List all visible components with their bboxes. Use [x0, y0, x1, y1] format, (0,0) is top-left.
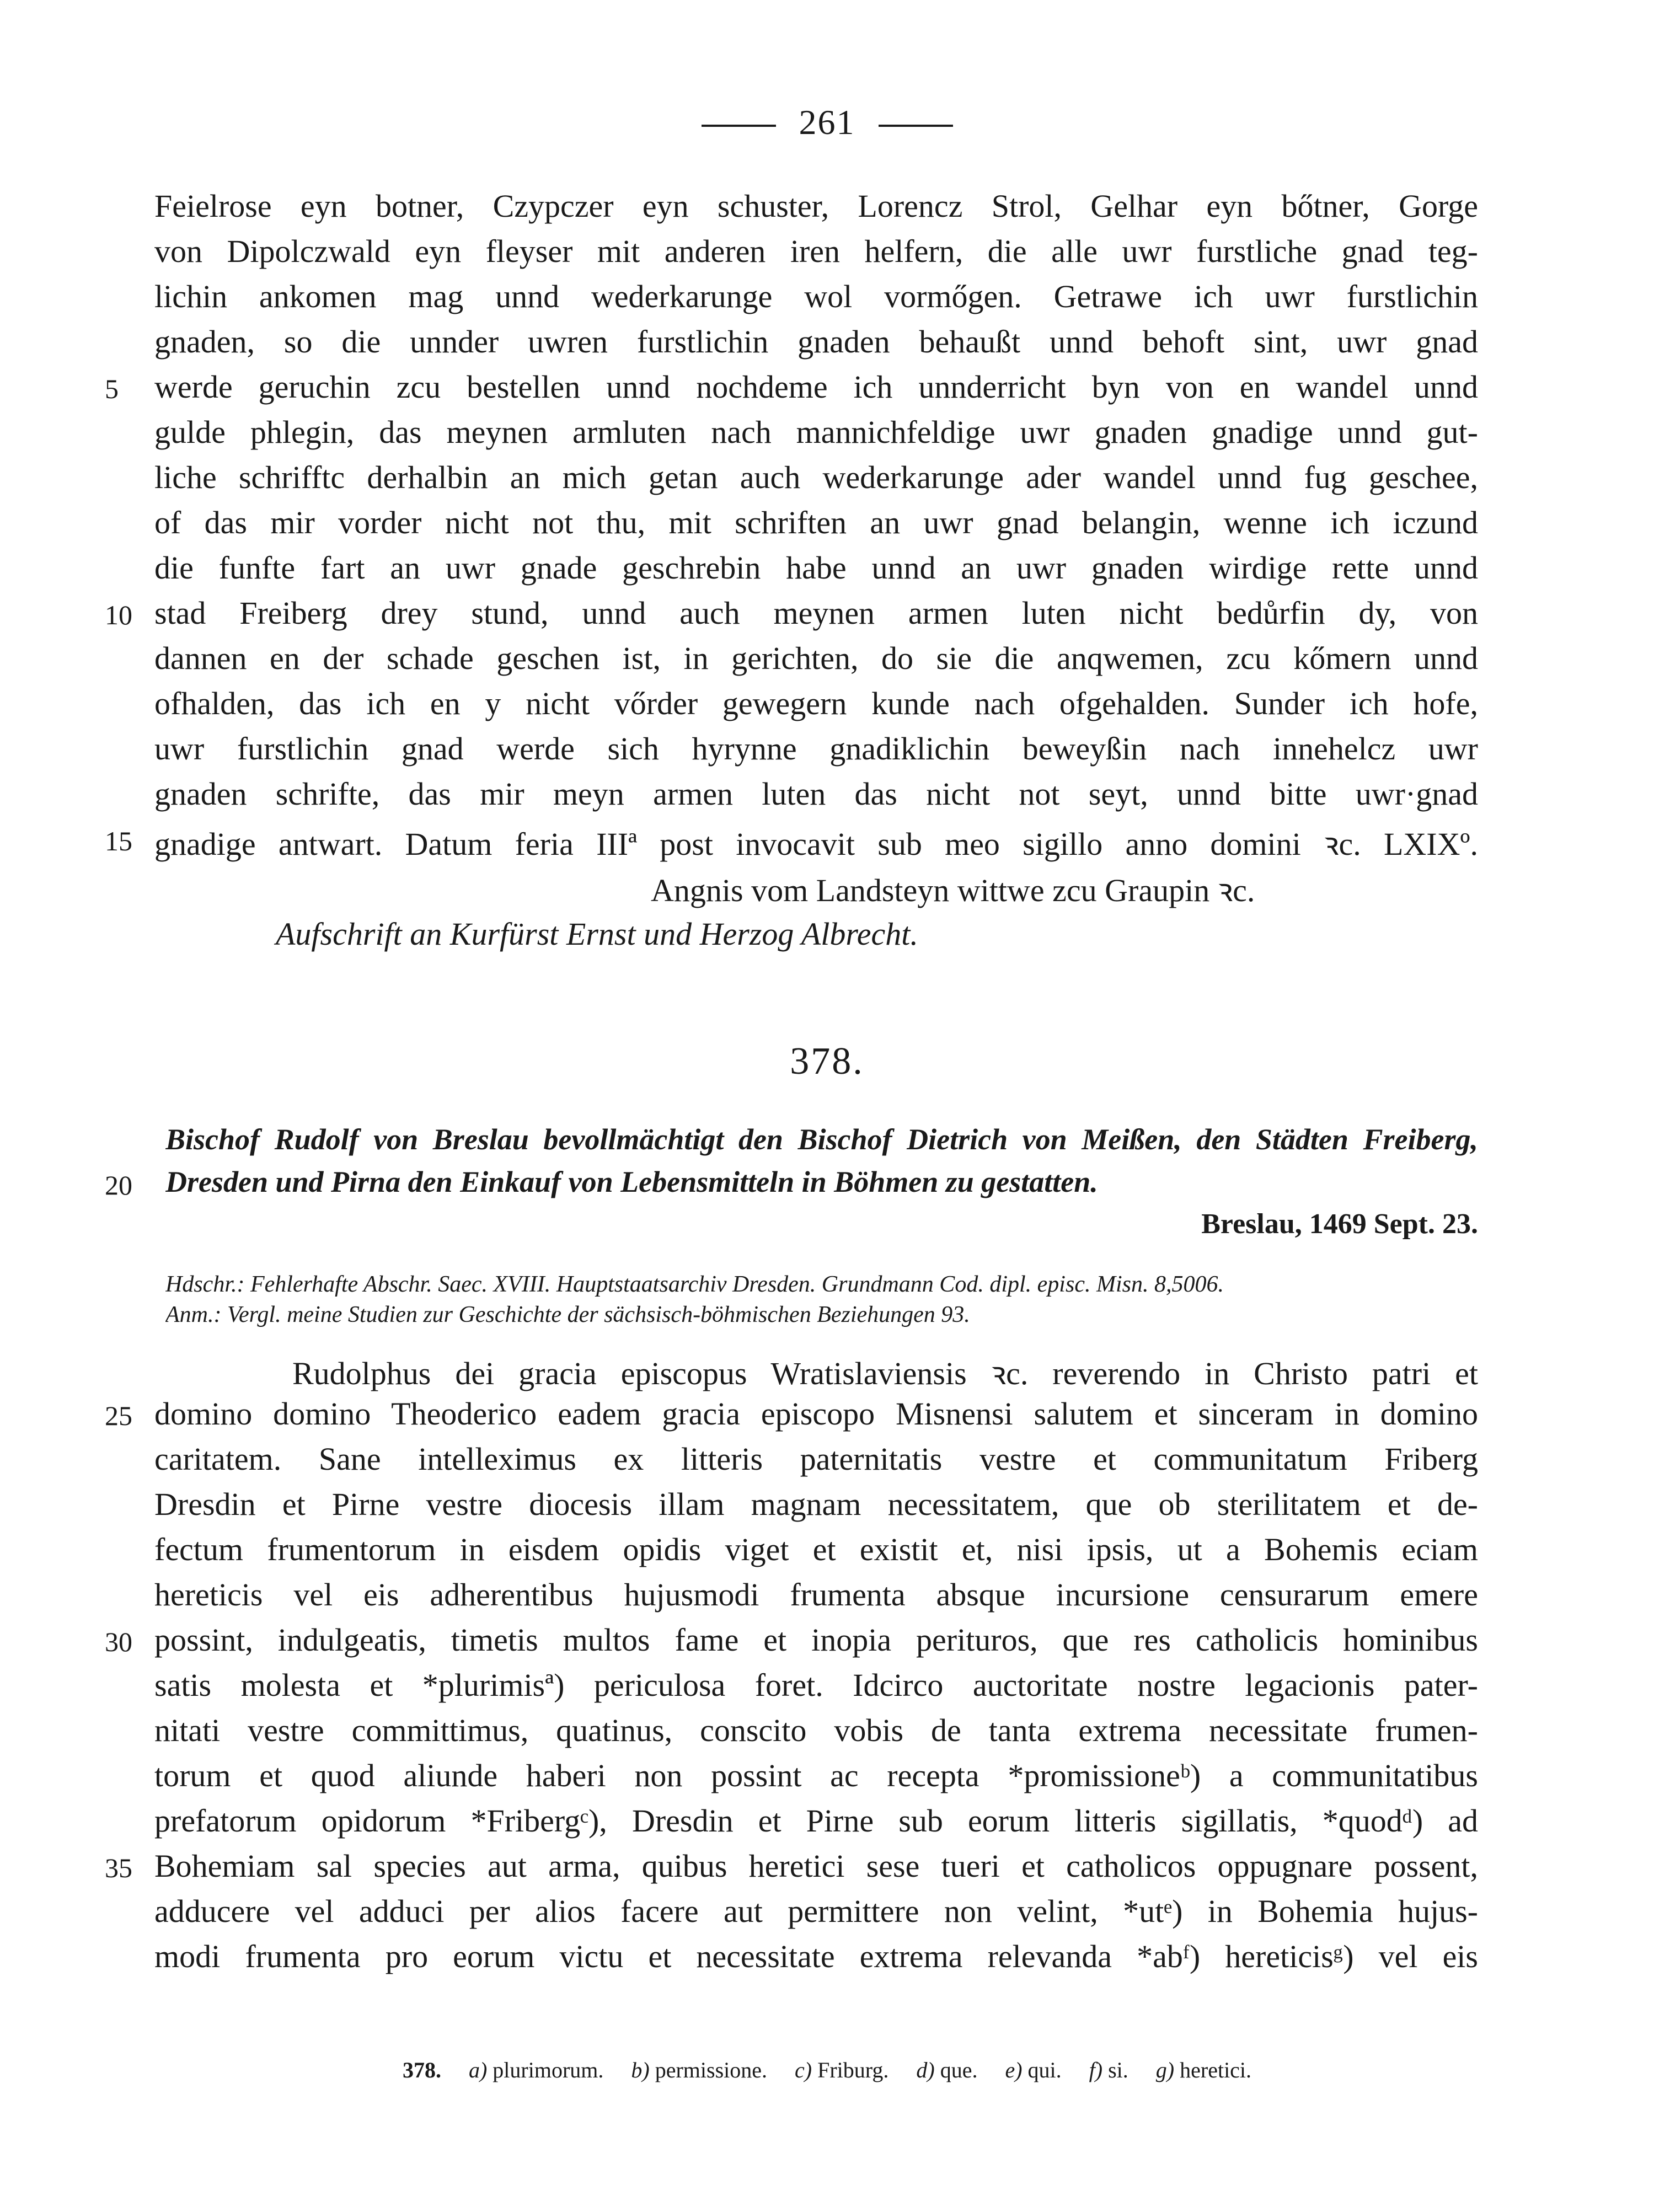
text-line: modi frumenta pro eorum victu et necessitate extrema relevanda *abᶠ) hereticisᵍ) vel eis [154, 1938, 1478, 1974]
footnote-g [1156, 2058, 1251, 2082]
text-line: domino domino Theoderico eadem gracia episcopo Misnensi salutem et sinceram in domino [154, 1396, 1478, 1432]
footnote-mark: c) [795, 2058, 812, 2082]
regest-line: Bischof Rudolf von Breslau bevollmächtigt den Bischof Dietrich von Meißen, den Städten Freiberg, [165, 1123, 1478, 1156]
footnote-mark: d) [916, 2058, 935, 2082]
footnote-d [916, 2058, 977, 2082]
footnote-f [1089, 2058, 1128, 2082]
text-line: prefatorum opidorum *Fribergᶜ), Dresdin et Pirne sub eorum litteris sigillatis, *quodᵈ) ad [154, 1803, 1478, 1839]
text-line: gnaden, so die unnder uwren furstlichin gnaden behaußt unnd behoft sint, uwr gnad [154, 324, 1478, 360]
signature: Angnis vom Landsteyn wittwe zcu Graupin ꝛc. [651, 872, 1255, 908]
footnote-c [795, 2058, 888, 2082]
text-line: gulde phlegin, das meynen armluten nach mannichfeldige uwr gnaden gnadige unnd gut- [154, 414, 1478, 450]
text-line: nitati vestre committimus, quatinus, conscito vobis de tanta extrema necessitate frumen- [154, 1712, 1478, 1748]
footnote-mark: f) [1089, 2058, 1103, 2082]
text-line: hereticis vel eis adherentibus hujusmodi frumenta absque incursione censurarum emere [154, 1577, 1478, 1613]
header-rule-right [879, 125, 953, 127]
text-line: gnaden schrifte, das mir meyn armen luten das nicht not seyt, unnd bitte uwr·gnad [154, 776, 1478, 812]
place-date: Breslau, 1469 Sept. 23. [1201, 1208, 1478, 1240]
text-line: von Dipolczwald eyn fleyser mit anderen iren helfern, die alle uwr furstliche gnad teg- [154, 233, 1478, 269]
text-line: Feielrose eyn botner, Czypczer eyn schuster, Lorencz Strol, Gelhar eyn bőtner, Gorge [154, 188, 1478, 224]
footnote-text: si. [1108, 2058, 1128, 2082]
footnote-a [469, 2058, 603, 2082]
line-number: 15 [105, 826, 132, 856]
footnote-b [631, 2058, 767, 2082]
footnote-mark: b) [631, 2058, 650, 2082]
footnote-text: permissione. [655, 2058, 768, 2082]
footnote-text: heretici. [1180, 2058, 1252, 2082]
text-line: Rudolphus dei gracia episcopus Wratislaviensis ꝛc. reverendo in Christo patri et [292, 1356, 1478, 1391]
regest-line: Dresden und Pirna den Einkauf von Lebensmitteln in Böhmen zu gestatten. [165, 1165, 1098, 1198]
text-line: werde geruchin zcu bestellen unnd nochdeme ich unnderricht byn von en wandel unnd [154, 369, 1478, 405]
text-line: dannen en der schade geschen ist, in gerichten, do sie die anqwemen, zcu kőmern unnd [154, 640, 1478, 676]
source-annotation: Anm.: Vergl. meine Studien zur Geschichte der sächsisch-böhmischen Beziehungen 93. [165, 1302, 970, 1327]
text-line: torum et quod aliunde haberi non possint ac recepta *promissioneᵇ) a communitatibus [154, 1758, 1478, 1793]
text-line: adducere vel adduci per alios facere aut permittere non velint, *utᵉ) in Bohemia hujus- [154, 1893, 1478, 1929]
document-number: 378. [790, 1040, 864, 1083]
text-line: Dresdin et Pirne vestre diocesis illam magnam necessitatem, que ob sterilitatem et de- [154, 1486, 1478, 1522]
text-line: ofhalden, das ich en y nicht vőrder gewegern kunde nach ofgehalden. Sunder ich hofe, [154, 685, 1478, 721]
line-number: 25 [105, 1400, 132, 1431]
footnote-mark: a) [468, 2058, 488, 2082]
text-line: stad Freiberg drey stund, unnd auch meynen armen luten nicht bedůrfin dy, von [154, 595, 1478, 631]
page-number: 261 [799, 103, 855, 142]
text-line: Bohemiam sal species aut arma, quibus heretici sese tueri et catholicos oppugnare possent, [154, 1848, 1478, 1884]
footnote-mark: g) [1155, 2058, 1175, 2082]
page-header [0, 102, 1654, 143]
footnote-text: Friburg. [817, 2058, 889, 2082]
footnote-text: plurimorum. [493, 2058, 604, 2082]
text-line: fectum frumentorum in eisdem opidis viget et existit et, nisi ipsis, ut a Bohemis eciam [154, 1531, 1478, 1567]
text-line: die funfte fart an uwr gnade geschrebin habe unnd an uwr gnaden wirdige rette unnd [154, 550, 1478, 586]
line-number: 5 [105, 373, 119, 404]
line-number: 35 [105, 1852, 132, 1883]
text-line: lichin ankomen mag unnd wederkarunge wol vormőgen. Getrawe ich uwr furstlichin [154, 278, 1478, 314]
footnote-mark: e) [1005, 2058, 1023, 2082]
text-line: uwr furstlichin gnad werde sich hyrynne gnadiklichin beweyßin nach innehelcz uwr [154, 731, 1478, 767]
text-line: gnadige antwart. Datum feria IIIª post invocavit sub meo sigillo anno domini ꝛc. LXIXº. [154, 826, 1478, 862]
text-line: liche schrifftc derhalbin an mich getan auch wederkarunge ader wandel unnd fug geschee, [154, 459, 1478, 495]
line-number: 20 [105, 1170, 132, 1201]
source-manuscript: Hdschr.: Fehlerhafte Abschr. Saec. XVIII. Hauptstaatsarchiv Dresden. Grundmann Cod. dipl. episc. Misn. 8,5006. [165, 1272, 1224, 1297]
text-line: of das mir vorder nicht not thu, mit schriften an uwr gnad belangin, wenne ich iczund [154, 505, 1478, 540]
footnote-doc-number: 378. [402, 2058, 441, 2082]
address-note: Aufschrift an Kurfürst Ernst und Herzog Albrecht. [276, 916, 918, 952]
footnotes [0, 2057, 1654, 2083]
line-number: 30 [105, 1626, 132, 1657]
text-line: possint, indulgeatis, timetis multos fame et inopia perituros, que res catholicis hominibus [154, 1622, 1478, 1658]
line-number: 10 [105, 599, 132, 630]
footnote-e [1005, 2058, 1061, 2082]
footnote-text: que. [940, 2058, 978, 2082]
header-rule-left [702, 125, 776, 127]
text-line: caritatem. Sane intelleximus ex litteris paternitatis vestre et communitatum Friberg [154, 1441, 1478, 1477]
footnote-text: qui. [1027, 2058, 1062, 2082]
text-line: satis molesta et *plurimisª) periculosa foret. Idcirco auctoritate nostre legacionis pater- [154, 1667, 1478, 1703]
